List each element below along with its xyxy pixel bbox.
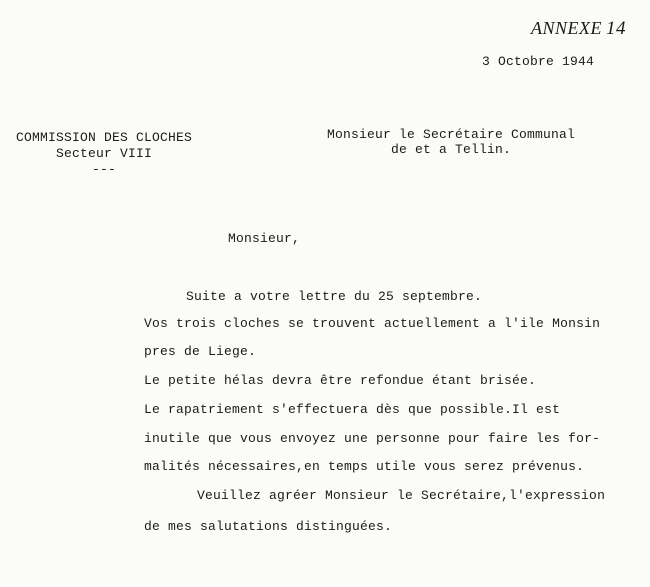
recipient-block: [327, 127, 575, 157]
recipient-line-2: de et a Tellin.: [391, 142, 512, 157]
sender-line-2: Secteur VIII: [56, 146, 153, 161]
body-line-8: Veuillez agréer Monsieur le Secrétaire,l'expression: [197, 488, 606, 503]
sender-block: [16, 130, 192, 178]
greeting: Monsieur,: [228, 231, 301, 246]
annex-label: [531, 18, 626, 40]
annex-word: ANNEXE: [531, 18, 602, 38]
body-line-5: Le rapatriement s'effectuera dès que possible.Il est: [144, 402, 561, 417]
sender-line-1: COMMISSION DES CLOCHES: [16, 130, 193, 145]
body-line-3: pres de Liege.: [144, 344, 257, 359]
sender-line-3: ---: [92, 162, 117, 177]
body-line-2: Vos trois cloches se trouvent actuellement a l'ile Monsin: [144, 316, 601, 331]
body-line-1: Suite a votre lettre du 25 septembre.: [186, 289, 483, 304]
annex-number: 14: [606, 18, 626, 39]
letter-date: 3 Octobre 1944: [482, 54, 595, 69]
recipient-line-1: Monsieur le Secrétaire Communal: [327, 127, 576, 142]
body-line-4: Le petite hélas devra être refondue étant brisée.: [144, 373, 537, 388]
body-line-7: malités nécessaires,en temps utile vous serez prévenus.: [144, 459, 585, 474]
body-line-9: de mes salutations distinguées.: [144, 519, 393, 534]
body-line-6: inutile que vous envoyez une personne pour faire les for-: [144, 431, 601, 446]
